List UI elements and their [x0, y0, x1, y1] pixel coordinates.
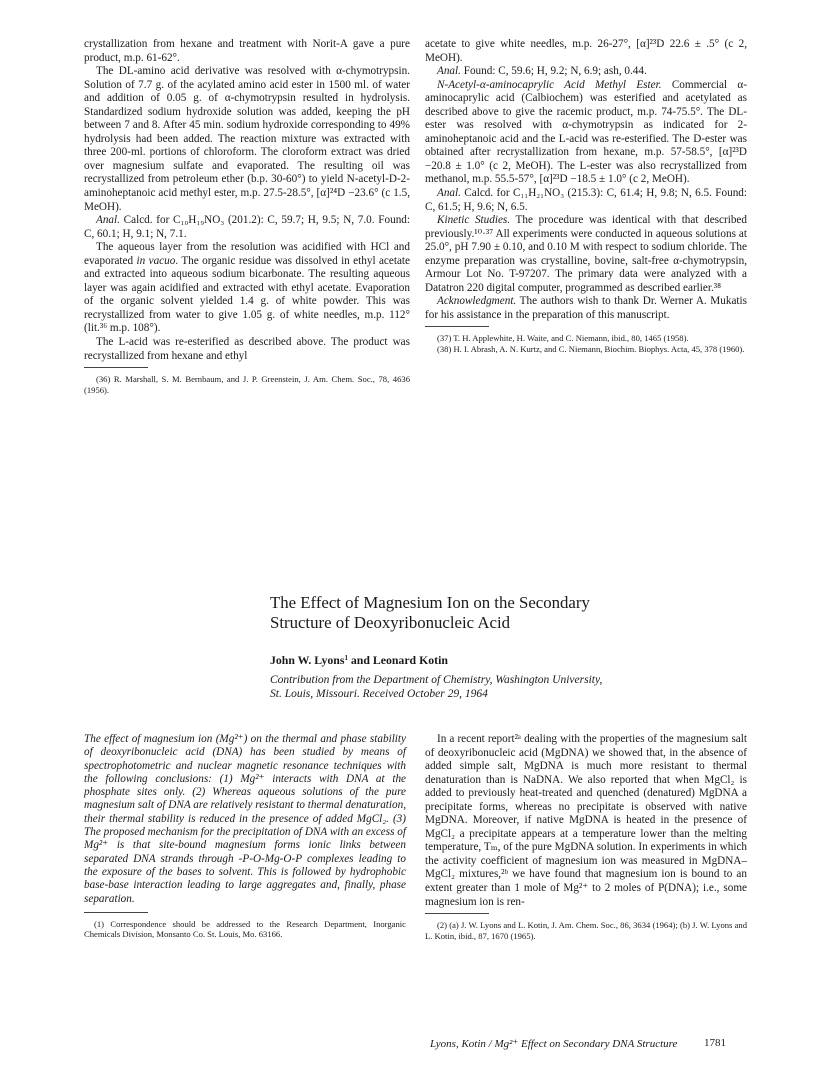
- footnote-1: (1) Correspondence should be addressed to the Research Department, Inorganic Chemicals Division, Monsanto Co. St. Louis, Mo. 63166.: [84, 918, 406, 940]
- section-paragraph: [425, 79, 747, 187]
- affiliation: [270, 673, 750, 701]
- footnote-separator: [425, 326, 489, 327]
- affiliation-line: Contribution from the Department of Chemistry, Washington University,: [270, 674, 603, 686]
- footnote-separator: [425, 913, 489, 914]
- author-name: and Leonard Kotin: [347, 653, 448, 667]
- affiliation-line: St. Louis, Missouri. Received October 29, 1964: [270, 688, 488, 700]
- authors: [270, 653, 448, 668]
- paragraph: The DL-amino acid derivative was resolved with α-chymotrypsin. Solution of 7.7 g. of the acylated amino acid ester in 1500 ml. of water and addition of 0.05 g. of α-chymotrypsin resulted in hydrolysis. Standardized sodium hydroxide solution was added, keeping the pH between 7 and 8. After 45 min. sodium hydroxide corresponding to 49% hydrolysis had been added. The reaction mixture was extracted with three 200-ml. portions of chloroform. The cloroform extract was dried over magnesium sulfate and evaporated. The resulting oil was recrystallized from petroleum ether (b.p. 30-60°) to yield N-acetyl-D-2-aminoheptanoic acid methyl ester, m.p. 27.5-28.5°, [α]²⁴D −23.6° (c 1.5, MeOH).: [84, 65, 410, 213]
- footnote-2: (2) (a) J. W. Lyons and L. Kotin, J. Am. Chem. Soc., 86, 3634 (1964); (b) J. W. Lyons and L. Kotin, ibid., 87, 1670 (1965).: [425, 920, 747, 941]
- page-number: 1781: [704, 1037, 726, 1049]
- paragraph: acetate to give white needles, m.p. 26-27°, [α]²³D 22.6 ± .5° (c 2, MeOH).: [425, 38, 747, 64]
- footnote-37: (37) T. H. Applewhite, H. Waite, and C. Niemann, ibid., 80, 1465 (1958).: [437, 333, 689, 344]
- footnote-separator: [84, 367, 148, 368]
- paragraph: [84, 241, 410, 336]
- footnote-36: (36) R. Marshall, S. M. Bernbaum, and J. P. Greenstein, J. Am. Chem. Soc., 78, 4636 (1956).: [84, 374, 410, 395]
- analysis-text: Found: C, 59.6; H, 9.2; N, 6.9; ash, 0.44.: [463, 65, 647, 78]
- acknowledgment-paragraph: [425, 295, 747, 322]
- footnote-mark: 1: [344, 654, 348, 662]
- section-text: Commercial α-aminocaprylic acid (Calbiochem) was esterified and acetylated as described above to give the racemic product, m.p. 74-75.5°. The DL-ester was resolved with α-chymotrypsin as indicated for 2-aminoheptanoic acid and the L-acid was re-esterified. The D-ester was obtained after recrystallization from hexane, m.p. 57-58.5°, [α]²³D −20.8 ± 1.0° (c 2, MeOH). The L-ester was also recrystallized from methanol, m.p. 55.5-57°, [α]²³D −18.5 ± 1.0° (c 2, MeOH).: [425, 78, 747, 186]
- analysis-paragraph: [425, 65, 747, 79]
- abstract-text: The effect of magnesium ion (Mg²⁺) on the thermal and phase stability of deoxyribonucleic acid (DNA) has been studied by means of spectrophotometric and nuclear magnetic resonance techniques with the following conclusions: (1) Mg²⁺ interacts with DNA at the phosphate sites only. (2) Whereas aqueous solutions of the pure magnesium salt of DNA are relatively resistant to thermal denaturation, their thermal stability is reduced in the presence of added MgCl₂. (3) The proposed mechanism for the precipitation of DNA with an excess of Mg²⁺ is that site-bound magnesium forms ionic links between separated DNA strands through -P-O-Mg-O-P complexes leading to the exposure of the bases to solvent. This is followed by hydrophobic base-base interaction leading to large aggregates and, finally, phase separation.: [84, 733, 406, 905]
- analysis-paragraph: [425, 187, 747, 214]
- top-left-column: [84, 38, 410, 395]
- paragraph: crystallization from hexane and treatment with Norit-A gave a pure product, m.p. 61-62°.: [84, 38, 410, 64]
- analysis-label: Anal.: [96, 214, 120, 227]
- section-paragraph: [425, 214, 747, 295]
- analysis-text: Calcd. for C₁₁H₂₁NO₃ (215.3): C, 61.4; H, 9.8; N, 6.5. Found: C, 61.5; H, 9.6; N, 6.5.: [425, 187, 747, 213]
- title-line: The Effect of Magnesium Ion on the Secondary: [270, 593, 590, 612]
- analysis-text: Calcd. for C₁₀H₁₉NO₃ (201.2): C, 59.7; H, 9.5; N, 7.0. Found: C, 60.1; H, 9.1; N, 7.1.: [84, 214, 410, 240]
- intro-paragraph: In a recent report²ᵃ dealing with the properties of the magnesium salt of deoxyribonucleic acid (MgDNA) we showed that, in the absence of added simple salt, MgDNA is much more resistant to thermal denaturation than is NaDNA. We also reported that when MgCl₂ is added to previously heat-treated and quenched (denatured) MgDNA a precipitate forms, whereas no precipitate is observed with native MgDNA. Moreover, if native MgDNA is heated in the presence of MgCl₂ a precipitate appears at a temperature lower than the melting temperature, Tₘ, of the pure MgDNA solution. In experiments in which the activity coefficient of magnesium ion was measured in MgDNA–MgCl₂ mixtures,²ᵇ we have found that magnesium ion is bound to an extent greater than 1 mole of Mg²⁺ to 2 moles of P(DNA); i.e., some magnesium ion is ren-: [425, 733, 747, 908]
- analysis-label: Anal.: [437, 65, 461, 78]
- abstract: [84, 733, 406, 940]
- analysis-paragraph: [84, 214, 410, 241]
- title-line: Structure of Deoxyribonucleic Acid: [270, 613, 510, 633]
- top-right-column: [425, 38, 747, 354]
- analysis-label: Anal.: [437, 187, 461, 200]
- paragraph: The L-acid was re-esterified as described above. The product was recrystallized from hexane and ethyl: [84, 336, 410, 362]
- author-name: John W. Lyons: [270, 653, 345, 667]
- footnote-38: (38) H. I. Abrash, A. N. Kurtz, and C. Niemann, Biochim. Biophys. Acta, 45, 378 (1960).: [437, 343, 745, 354]
- intro-column: [425, 733, 747, 941]
- article-title: [270, 593, 750, 634]
- section-text: The procedure was identical with that described previously.¹⁰·³⁷ All experiments were conducted in aqueous solutions at 25.0°, pH 7.90 ± 0.10, and 0.10 M with respect to sodium chloride. The enzyme preparation was crystalline, bovine, salt-free α-chymotrypsin, Armour Lot No. T-97207. The primary data were analyzed with a Datatron 220 digital computer, programmed as described earlier.³⁸: [425, 214, 747, 294]
- italic-phrase: in vacuo: [136, 254, 176, 267]
- section-label: Kinetic Studies.: [437, 214, 511, 227]
- footnote-separator: [84, 912, 148, 913]
- paragraph-text: . The organic residue was dissolved in ethyl acetate and extracted into aqueous sodium bicarbonate. The resulting aqueous layer was again acidified and extracted with ethyl acetate. Evaporation of the organic solvent yielded 1.4 g. of white powder. This was recrystallized from water to give 1.05 g. of white needles, m.p. 112° (lit.³⁶ m.p. 108°).: [84, 254, 411, 335]
- running-head: Lyons, Kotin / Mg²⁺ Effect on Secondary DNA Structure: [430, 1038, 678, 1050]
- section-label: N-Acetyl-α-aminocaprylic Acid Methyl Ester.: [437, 78, 662, 91]
- acknowledgment-label: Acknowledgment.: [437, 295, 517, 308]
- acknowledgment-text: The authors wish to thank Dr. Werner A. Mukatis for his assistance in the preparation of this manuscript.: [425, 295, 747, 321]
- paragraph-text: The aqueous layer from the resolution was acidified with HCl and evaporated: [84, 241, 410, 267]
